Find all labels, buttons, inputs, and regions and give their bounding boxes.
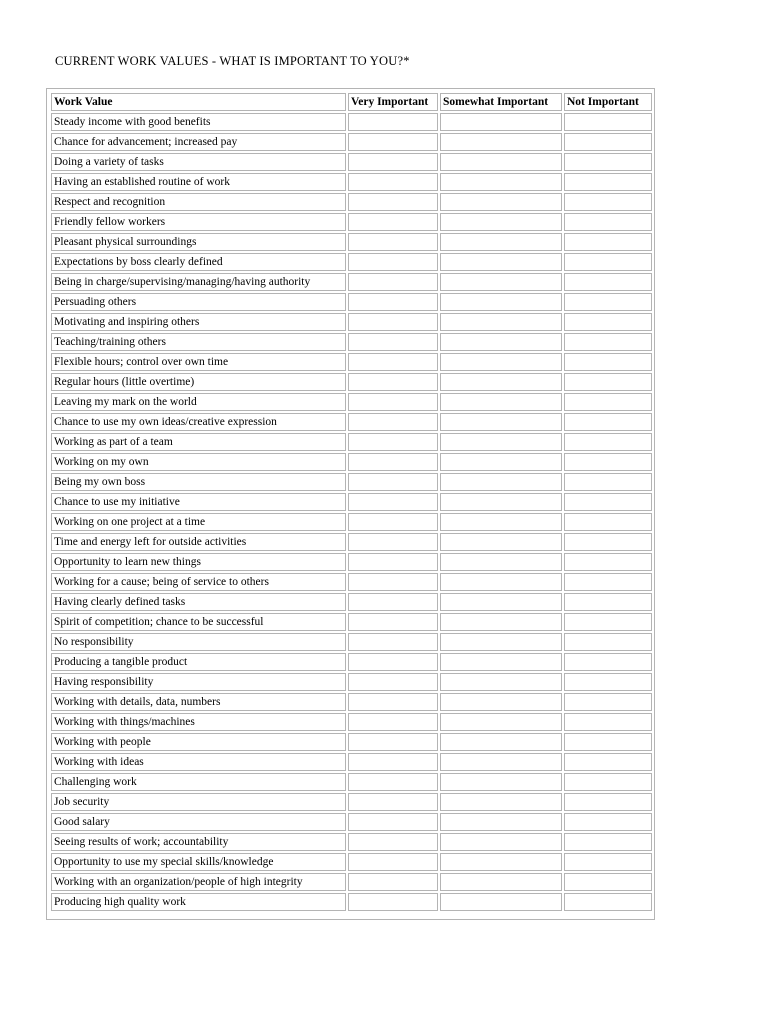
very-important-cell[interactable] <box>348 173 438 191</box>
somewhat-important-cell[interactable] <box>440 493 562 511</box>
work-value-label: Expectations by boss clearly defined <box>51 253 346 271</box>
work-value-label: Chance to use my own ideas/creative expression <box>51 413 346 431</box>
somewhat-important-cell[interactable] <box>440 533 562 551</box>
somewhat-important-cell[interactable] <box>440 373 562 391</box>
table-row <box>51 293 652 311</box>
table-row <box>51 353 652 371</box>
not-important-cell[interactable] <box>564 513 652 531</box>
work-value-label: Leaving my mark on the world <box>51 393 346 411</box>
table-row <box>51 813 652 831</box>
very-important-cell[interactable] <box>348 613 438 631</box>
table-row <box>51 473 652 491</box>
very-important-cell[interactable] <box>348 593 438 611</box>
not-important-cell[interactable] <box>564 613 652 631</box>
very-important-cell[interactable] <box>348 893 438 911</box>
somewhat-important-cell[interactable] <box>440 653 562 671</box>
not-important-cell[interactable] <box>564 393 652 411</box>
very-important-cell[interactable] <box>348 653 438 671</box>
somewhat-important-cell[interactable] <box>440 133 562 151</box>
somewhat-important-cell[interactable] <box>440 333 562 351</box>
very-important-cell[interactable] <box>348 553 438 571</box>
somewhat-important-cell[interactable] <box>440 453 562 471</box>
somewhat-important-cell[interactable] <box>440 833 562 851</box>
not-important-cell[interactable] <box>564 413 652 431</box>
somewhat-important-cell[interactable] <box>440 213 562 231</box>
table-row <box>51 233 652 251</box>
not-important-cell[interactable] <box>564 473 652 491</box>
somewhat-important-cell[interactable] <box>440 233 562 251</box>
not-important-cell[interactable] <box>564 133 652 151</box>
very-important-cell[interactable] <box>348 293 438 311</box>
very-important-cell[interactable] <box>348 753 438 771</box>
table-body <box>51 113 652 911</box>
work-value-label: Steady income with good benefits <box>51 113 346 131</box>
very-important-cell[interactable] <box>348 713 438 731</box>
table-row <box>51 533 652 551</box>
somewhat-important-cell[interactable] <box>440 153 562 171</box>
very-important-cell[interactable] <box>348 333 438 351</box>
table-row <box>51 273 652 291</box>
not-important-cell[interactable] <box>564 453 652 471</box>
work-value-label: Challenging work <box>51 773 346 791</box>
table-header-row <box>51 93 652 111</box>
table-row <box>51 433 652 451</box>
table-row <box>51 713 652 731</box>
table-row <box>51 133 652 151</box>
not-important-cell[interactable] <box>564 213 652 231</box>
table-row <box>51 213 652 231</box>
very-important-cell[interactable] <box>348 233 438 251</box>
work-value-label: Working with ideas <box>51 753 346 771</box>
not-important-cell[interactable] <box>564 653 652 671</box>
table-row <box>51 773 652 791</box>
somewhat-important-cell[interactable] <box>440 113 562 131</box>
somewhat-important-cell[interactable] <box>440 673 562 691</box>
not-important-cell[interactable] <box>564 793 652 811</box>
work-value-label: Doing a variety of tasks <box>51 153 346 171</box>
somewhat-important-cell[interactable] <box>440 193 562 211</box>
table-row <box>51 893 652 911</box>
work-value-label: Having clearly defined tasks <box>51 593 346 611</box>
table-row <box>51 873 652 891</box>
not-important-cell[interactable] <box>564 853 652 871</box>
table-row <box>51 393 652 411</box>
very-important-cell[interactable] <box>348 693 438 711</box>
very-important-cell[interactable] <box>348 473 438 491</box>
very-important-cell[interactable] <box>348 133 438 151</box>
not-important-cell[interactable] <box>564 753 652 771</box>
not-important-cell[interactable] <box>564 813 652 831</box>
not-important-cell[interactable] <box>564 313 652 331</box>
work-value-label: Opportunity to use my special skills/knowledge <box>51 853 346 871</box>
somewhat-important-cell[interactable] <box>440 593 562 611</box>
not-important-cell[interactable] <box>564 773 652 791</box>
table-row <box>51 253 652 271</box>
not-important-cell[interactable] <box>564 893 652 911</box>
not-important-cell[interactable] <box>564 733 652 751</box>
very-important-cell[interactable] <box>348 253 438 271</box>
work-value-label: Being my own boss <box>51 473 346 491</box>
work-value-label: No responsibility <box>51 633 346 651</box>
very-important-cell[interactable] <box>348 833 438 851</box>
very-important-cell[interactable] <box>348 873 438 891</box>
work-value-label: Working with things/machines <box>51 713 346 731</box>
very-important-cell[interactable] <box>348 193 438 211</box>
table-row <box>51 113 652 131</box>
work-values-table-frame <box>46 88 655 920</box>
work-value-label: Working on one project at a time <box>51 513 346 531</box>
table-row <box>51 653 652 671</box>
table-row <box>51 373 652 391</box>
table-row <box>51 313 652 331</box>
work-value-label: Friendly fellow workers <box>51 213 346 231</box>
very-important-cell[interactable] <box>348 353 438 371</box>
very-important-cell[interactable] <box>348 733 438 751</box>
not-important-cell[interactable] <box>564 233 652 251</box>
somewhat-important-cell[interactable] <box>440 773 562 791</box>
not-important-cell[interactable] <box>564 193 652 211</box>
work-value-label: Working with details, data, numbers <box>51 693 346 711</box>
somewhat-important-cell[interactable] <box>440 273 562 291</box>
not-important-cell[interactable] <box>564 433 652 451</box>
somewhat-important-cell[interactable] <box>440 413 562 431</box>
somewhat-important-cell[interactable] <box>440 513 562 531</box>
table-row <box>51 793 652 811</box>
not-important-cell[interactable] <box>564 333 652 351</box>
very-important-cell[interactable] <box>348 853 438 871</box>
work-value-label: Regular hours (little overtime) <box>51 373 346 391</box>
work-value-label: Working on my own <box>51 453 346 471</box>
header-very-important: Very Important <box>348 93 438 111</box>
work-value-label: Job security <box>51 793 346 811</box>
very-important-cell[interactable] <box>348 533 438 551</box>
very-important-cell[interactable] <box>348 413 438 431</box>
work-value-label: Working with people <box>51 733 346 751</box>
not-important-cell[interactable] <box>564 353 652 371</box>
work-value-label: Persuading others <box>51 293 346 311</box>
work-value-label: Opportunity to learn new things <box>51 553 346 571</box>
table-row <box>51 173 652 191</box>
somewhat-important-cell[interactable] <box>440 553 562 571</box>
very-important-cell[interactable] <box>348 213 438 231</box>
not-important-cell[interactable] <box>564 593 652 611</box>
table-row <box>51 613 652 631</box>
not-important-cell[interactable] <box>564 493 652 511</box>
somewhat-important-cell[interactable] <box>440 173 562 191</box>
work-value-label: Working with an organization/people of high integrity <box>51 873 346 891</box>
somewhat-important-cell[interactable] <box>440 693 562 711</box>
very-important-cell[interactable] <box>348 573 438 591</box>
header-somewhat-important: Somewhat Important <box>440 93 562 111</box>
somewhat-important-cell[interactable] <box>440 633 562 651</box>
header-work-value: Work Value <box>51 93 346 111</box>
very-important-cell[interactable] <box>348 493 438 511</box>
table-row <box>51 593 652 611</box>
very-important-cell[interactable] <box>348 793 438 811</box>
somewhat-important-cell[interactable] <box>440 713 562 731</box>
not-important-cell[interactable] <box>564 293 652 311</box>
work-value-label: Having responsibility <box>51 673 346 691</box>
somewhat-important-cell[interactable] <box>440 573 562 591</box>
work-value-label: Seeing results of work; accountability <box>51 833 346 851</box>
somewhat-important-cell[interactable] <box>440 613 562 631</box>
table-row <box>51 733 652 751</box>
work-value-label: Time and energy left for outside activities <box>51 533 346 551</box>
table-row <box>51 833 652 851</box>
not-important-cell[interactable] <box>564 833 652 851</box>
somewhat-important-cell[interactable] <box>440 473 562 491</box>
table-row <box>51 573 652 591</box>
somewhat-important-cell[interactable] <box>440 853 562 871</box>
table-row <box>51 633 652 651</box>
work-value-label: Producing high quality work <box>51 893 346 911</box>
very-important-cell[interactable] <box>348 633 438 651</box>
very-important-cell[interactable] <box>348 773 438 791</box>
very-important-cell[interactable] <box>348 813 438 831</box>
table-row <box>51 453 652 471</box>
work-value-label: Spirit of competition; chance to be successful <box>51 613 346 631</box>
work-value-label: Chance for advancement; increased pay <box>51 133 346 151</box>
not-important-cell[interactable] <box>564 253 652 271</box>
table-row <box>51 553 652 571</box>
table-row <box>51 333 652 351</box>
not-important-cell[interactable] <box>564 713 652 731</box>
not-important-cell[interactable] <box>564 693 652 711</box>
somewhat-important-cell[interactable] <box>440 293 562 311</box>
table-row <box>51 673 652 691</box>
not-important-cell[interactable] <box>564 173 652 191</box>
work-value-label: Pleasant physical surroundings <box>51 233 346 251</box>
table-row <box>51 153 652 171</box>
very-important-cell[interactable] <box>348 433 438 451</box>
very-important-cell[interactable] <box>348 113 438 131</box>
page-title: CURRENT WORK VALUES - WHAT IS IMPORTANT TO YOU?* <box>55 54 410 68</box>
work-value-label: Motivating and inspiring others <box>51 313 346 331</box>
very-important-cell[interactable] <box>348 273 438 291</box>
very-important-cell[interactable] <box>348 673 438 691</box>
work-value-label: Teaching/training others <box>51 333 346 351</box>
not-important-cell[interactable] <box>564 373 652 391</box>
somewhat-important-cell[interactable] <box>440 313 562 331</box>
not-important-cell[interactable] <box>564 573 652 591</box>
not-important-cell[interactable] <box>564 273 652 291</box>
somewhat-important-cell[interactable] <box>440 433 562 451</box>
not-important-cell[interactable] <box>564 533 652 551</box>
somewhat-important-cell[interactable] <box>440 893 562 911</box>
work-value-label: Having an established routine of work <box>51 173 346 191</box>
table-row <box>51 413 652 431</box>
not-important-cell[interactable] <box>564 113 652 131</box>
somewhat-important-cell[interactable] <box>440 813 562 831</box>
work-value-label: Producing a tangible product <box>51 653 346 671</box>
somewhat-important-cell[interactable] <box>440 393 562 411</box>
very-important-cell[interactable] <box>348 373 438 391</box>
somewhat-important-cell[interactable] <box>440 733 562 751</box>
very-important-cell[interactable] <box>348 513 438 531</box>
work-values-table <box>49 91 654 913</box>
header-not-important: Not Important <box>564 93 652 111</box>
work-value-label: Good salary <box>51 813 346 831</box>
work-value-label: Flexible hours; control over own time <box>51 353 346 371</box>
work-value-label: Being in charge/supervising/managing/having authority <box>51 273 346 291</box>
table-row <box>51 513 652 531</box>
somewhat-important-cell[interactable] <box>440 793 562 811</box>
very-important-cell[interactable] <box>348 153 438 171</box>
work-value-label: Chance to use my initiative <box>51 493 346 511</box>
not-important-cell[interactable] <box>564 873 652 891</box>
table-row <box>51 693 652 711</box>
not-important-cell[interactable] <box>564 553 652 571</box>
somewhat-important-cell[interactable] <box>440 753 562 771</box>
table-row <box>51 853 652 871</box>
work-value-label: Respect and recognition <box>51 193 346 211</box>
table-row <box>51 193 652 211</box>
very-important-cell[interactable] <box>348 313 438 331</box>
not-important-cell[interactable] <box>564 673 652 691</box>
work-value-label: Working for a cause; being of service to others <box>51 573 346 591</box>
table-row <box>51 753 652 771</box>
somewhat-important-cell[interactable] <box>440 873 562 891</box>
very-important-cell[interactable] <box>348 453 438 471</box>
somewhat-important-cell[interactable] <box>440 253 562 271</box>
table-row <box>51 493 652 511</box>
somewhat-important-cell[interactable] <box>440 353 562 371</box>
very-important-cell[interactable] <box>348 393 438 411</box>
not-important-cell[interactable] <box>564 153 652 171</box>
not-important-cell[interactable] <box>564 633 652 651</box>
work-value-label: Working as part of a team <box>51 433 346 451</box>
